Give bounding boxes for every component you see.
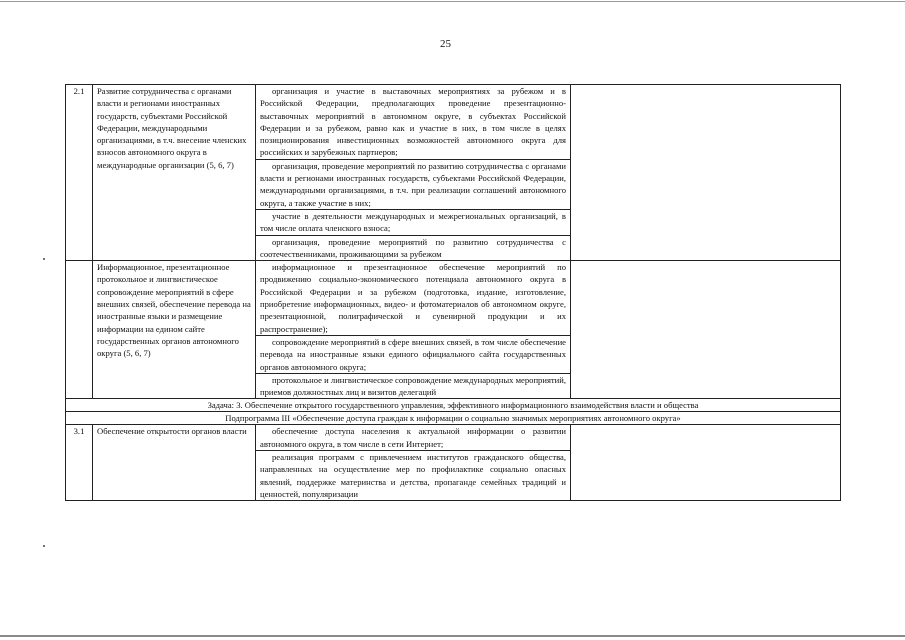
measure-paragraph: организация, проведение мероприятий по развитию сотрудничества с органами власти и регионами иностранных государств, субъектами Российской Федерации, международными организациями, в т.ч. при реализации соглашений автономного округа, а также участие в них; [256,159,570,209]
measure-name-cell [93,425,256,501]
measure-name-cell [93,261,256,399]
table-row [66,425,841,501]
measure-content-cell [256,85,571,261]
page-number: 25 [440,38,451,50]
measure-paragraph: обеспечение доступа населения к актуальной информации о развитии автономного округа, в том числе в сети Интернет; [260,426,566,449]
scan-speck [43,258,45,260]
scan-bottom-edge [0,635,905,637]
row-number [66,261,93,399]
task-row [66,399,841,412]
program-table [65,84,841,501]
measure-paragraph: сопровождение мероприятий в сфере внешних связей, в том числе обеспечение перевода на иностранные языки единого официального сайта государственных органов автономного округа; [256,335,570,373]
subprogram-row [66,412,841,425]
measure-name: Информационное, презентационное протокольное и лингвистическое сопровождение мероприятий в сфере внешних связей, обеспечение перевода на иностранные языки и размещение информации на едином сайте государственных органов автономного округа (5, 6, 7) [97,262,251,359]
measure-paragraph: организация и участие в выставочных мероприятиях за рубежом и в Российской Федерации, предполагающих проведение презентационно-выставочных мероприятий в автономном округе, в субъектах Российской Федерации и за рубежом, равно как и участие в них, в том числе в целях позиционирования инвестиционных возможностей автономного округа для российских и зарубежных партнеров; [260,86,566,158]
table-row [66,85,841,261]
measure-name-cell [93,85,256,261]
subprogram-heading: Подпрограмма III «Обеспечение доступа граждан к информации о социально значимых мероприятиях автономного округа» [66,412,841,425]
row-number: 2.1 [66,85,93,261]
measure-name: Развитие сотрудничества с органами власти и регионами иностранных государств, субъектами Российской Федерации, международными организациями, в т.ч. внесение членских взносов автономного округа в международные организации (5, 6, 7) [97,86,247,170]
table-row [66,261,841,399]
measure-content-cell [256,425,571,501]
task-heading: Задача: 3. Обеспечение открытого государственного управления, эффективного информационного взаимодействия власти и общества [66,399,841,412]
scan-speck [43,545,45,547]
empty-cell [571,425,841,501]
measure-paragraph: информационное и презентационное обеспечение мероприятий по продвижению социально-экономического потенциала автономного округа в Российской Федерации и за рубежом (подготовка, издание, изготовление, приобретение информационных, видео- и фотоматериалов об автономном округе, презентационной, полиграфической и сувенирной продукции и их распространение); [260,262,566,334]
measure-paragraph: организация, проведение мероприятий по развитию сотрудничества с соотечественниками, проживающими за рубежом [256,235,570,261]
row-number: 3.1 [66,425,93,501]
measure-paragraph: протокольное и лингвистическое сопровождение международных мероприятий, приемов должностных лиц и визитов делегаций [256,373,570,399]
measure-content-cell [256,261,571,399]
measure-paragraph: реализация программ с привлечением институтов гражданского общества, направленных на осуществление мер по профилактике социально опасных явлений, поддержке материнства и детства, пропаганде семейных традиций и ценностей, популяризации [256,450,570,500]
measure-name: Обеспечение открытости органов власти [97,426,247,437]
empty-cell [571,85,841,261]
empty-cell [571,261,841,399]
measure-paragraph: участие в деятельности международных и межрегиональных организаций, в том числе оплата членского взноса; [256,209,570,235]
scan-top-edge [0,1,905,2]
